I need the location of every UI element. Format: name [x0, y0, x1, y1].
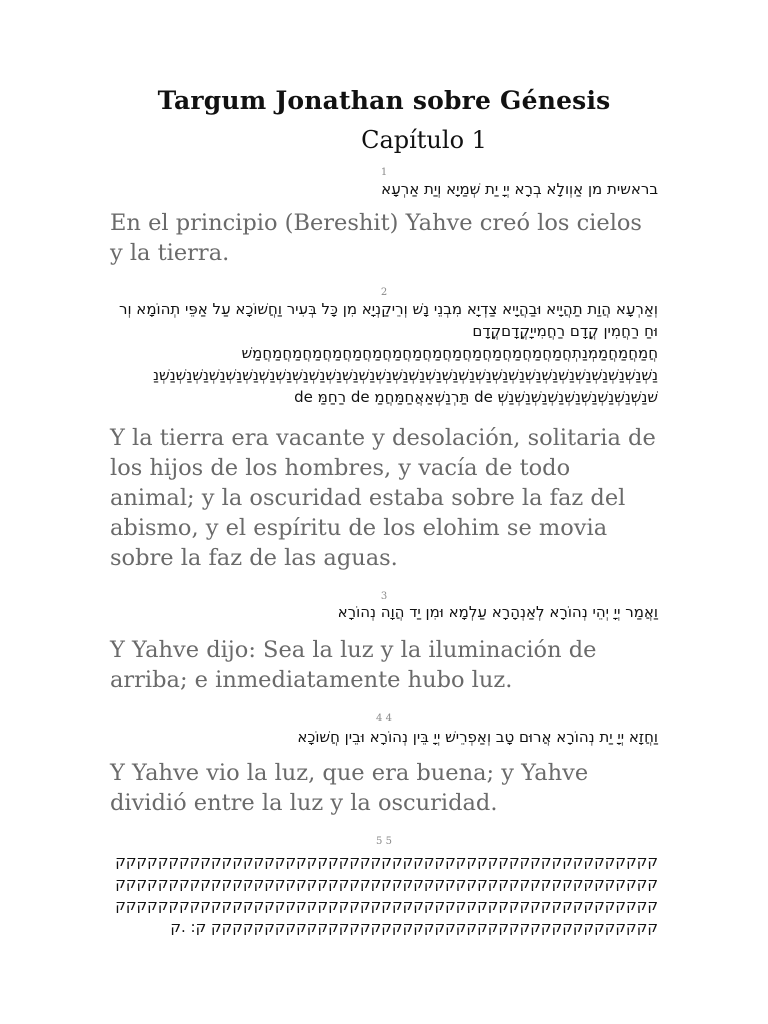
verse-number: 4 4	[376, 713, 392, 724]
document-title: Targum Jonathan sobre Génesis	[157, 86, 611, 115]
hebrew-text: בראשית מן אַוְולָא בְרָא יְיָ יַת שְׁמַיָא וְיַת אַרְעָא	[381, 180, 658, 198]
spanish-translation: En el principio (Bereshit) Yahve creó los cielos y la tierra.	[110, 210, 642, 266]
verse-number: 2	[380, 287, 388, 298]
chapter-heading: Capítulo 1	[361, 126, 487, 154]
hebrew-text: וַאֲמַר יְיָ יְהֵי נְהוֹרָא לְאַנְהָרָא עַלְמָא וּמִן יַד הֲוָה נְהוֹרָא	[337, 603, 658, 621]
hebrew-text: קקקקקקקקקקקקקקקקקקקקקקקקקקקקקקקקקקקקקקקקקקקקקקקקקקקקקקקקקקקקקקקקקקקקקקקקקקקקקקקקקקקקקקקקקקקקקקקקקקקקקקקקקקקקקקקקקקקקקקקקקקקקקקקקקקקקקקקקקקקקקקקקקקקקקקקקקקקקקקקקקקקקקקקקקקקקקקקקקקקקקקקקקקקקקקקקקקק ק: .ק	[115, 852, 658, 936]
verse-number: 3	[380, 591, 388, 602]
spanish-translation: Y Yahve vio la luz, que era buena; y Yahve dividió entre la luz y la oscuridad.	[110, 760, 589, 816]
hebrew-text: וַחֲזָא יְיָ יַת נְהוֹרָא אֲרוּם טָב וְאַפְרֵישׁ יְיָ בֵּין נְהוֹרָא וּבֵין חֲשׁוֹכָא	[297, 728, 658, 746]
spanish-translation: Y la tierra era vacante y desolación, solitaria de los hijos de los hombres, y vacía de todo animal; y la oscuridad estaba sobre la faz del abismo, y el espíritu de los elohim se movia sobre la faz de las aguas.	[110, 425, 656, 571]
hebrew-text: וְאַרְעָא הֲוַת תַהֲיָיא וּבַהֲיָיא צַדְיָא מִבְנֵי נָשׁ וְרֵיקַנְיָא מִן כָּל בְּעִיר וַחֲשׁוֹכָא עַל אַפֵּי תְהוֹמָא וְרוּחַ רַחֲמִין קֳדָם רַחֲמִייָקֳדָםקֳדָםחֲמַחֲמַחֲמַמְנַתְחֲמַחֲמַחֲמַחֲמַחֲמַחֲמַחֲמַחֲמַחֲמַחֲמַחֲמַחֲמַחֲמַחֲמַחֲמַחֲמַשׁ נַשְׁנַשְׁנַשְׁנַשְׁנַשְׁנַשְׁנַשְׁנַשְׁנַשְׁנַשְׁנַשְׁנַשְׁנַשְׁנַשְׁנַשְׁנַשְׁנַשְׁנַשְׁנַשְׁנַשְׁנַשְׁנַשְׁנַשְׁנַשְׁנַשְׁנַשְׁנַשְׁנַשְׁנַשְׁנַשְׁנַ שׁנַשְׁנַשְׁנַשְׁנַשְׁנַשְׁנַשְׁנַשְׁנַשְׁנַשְׁ de תַּרְנַשְׁאַאֲחַמַּחֲמַ de רַחַמַּ de	[118, 300, 658, 406]
verse-number: 1	[380, 167, 388, 178]
verse-number: 5 5	[376, 836, 392, 847]
spanish-translation: Y Yahve dijo: Sea la luz y la iluminación de arriba; e inmediatamente hubo luz.	[110, 637, 597, 693]
